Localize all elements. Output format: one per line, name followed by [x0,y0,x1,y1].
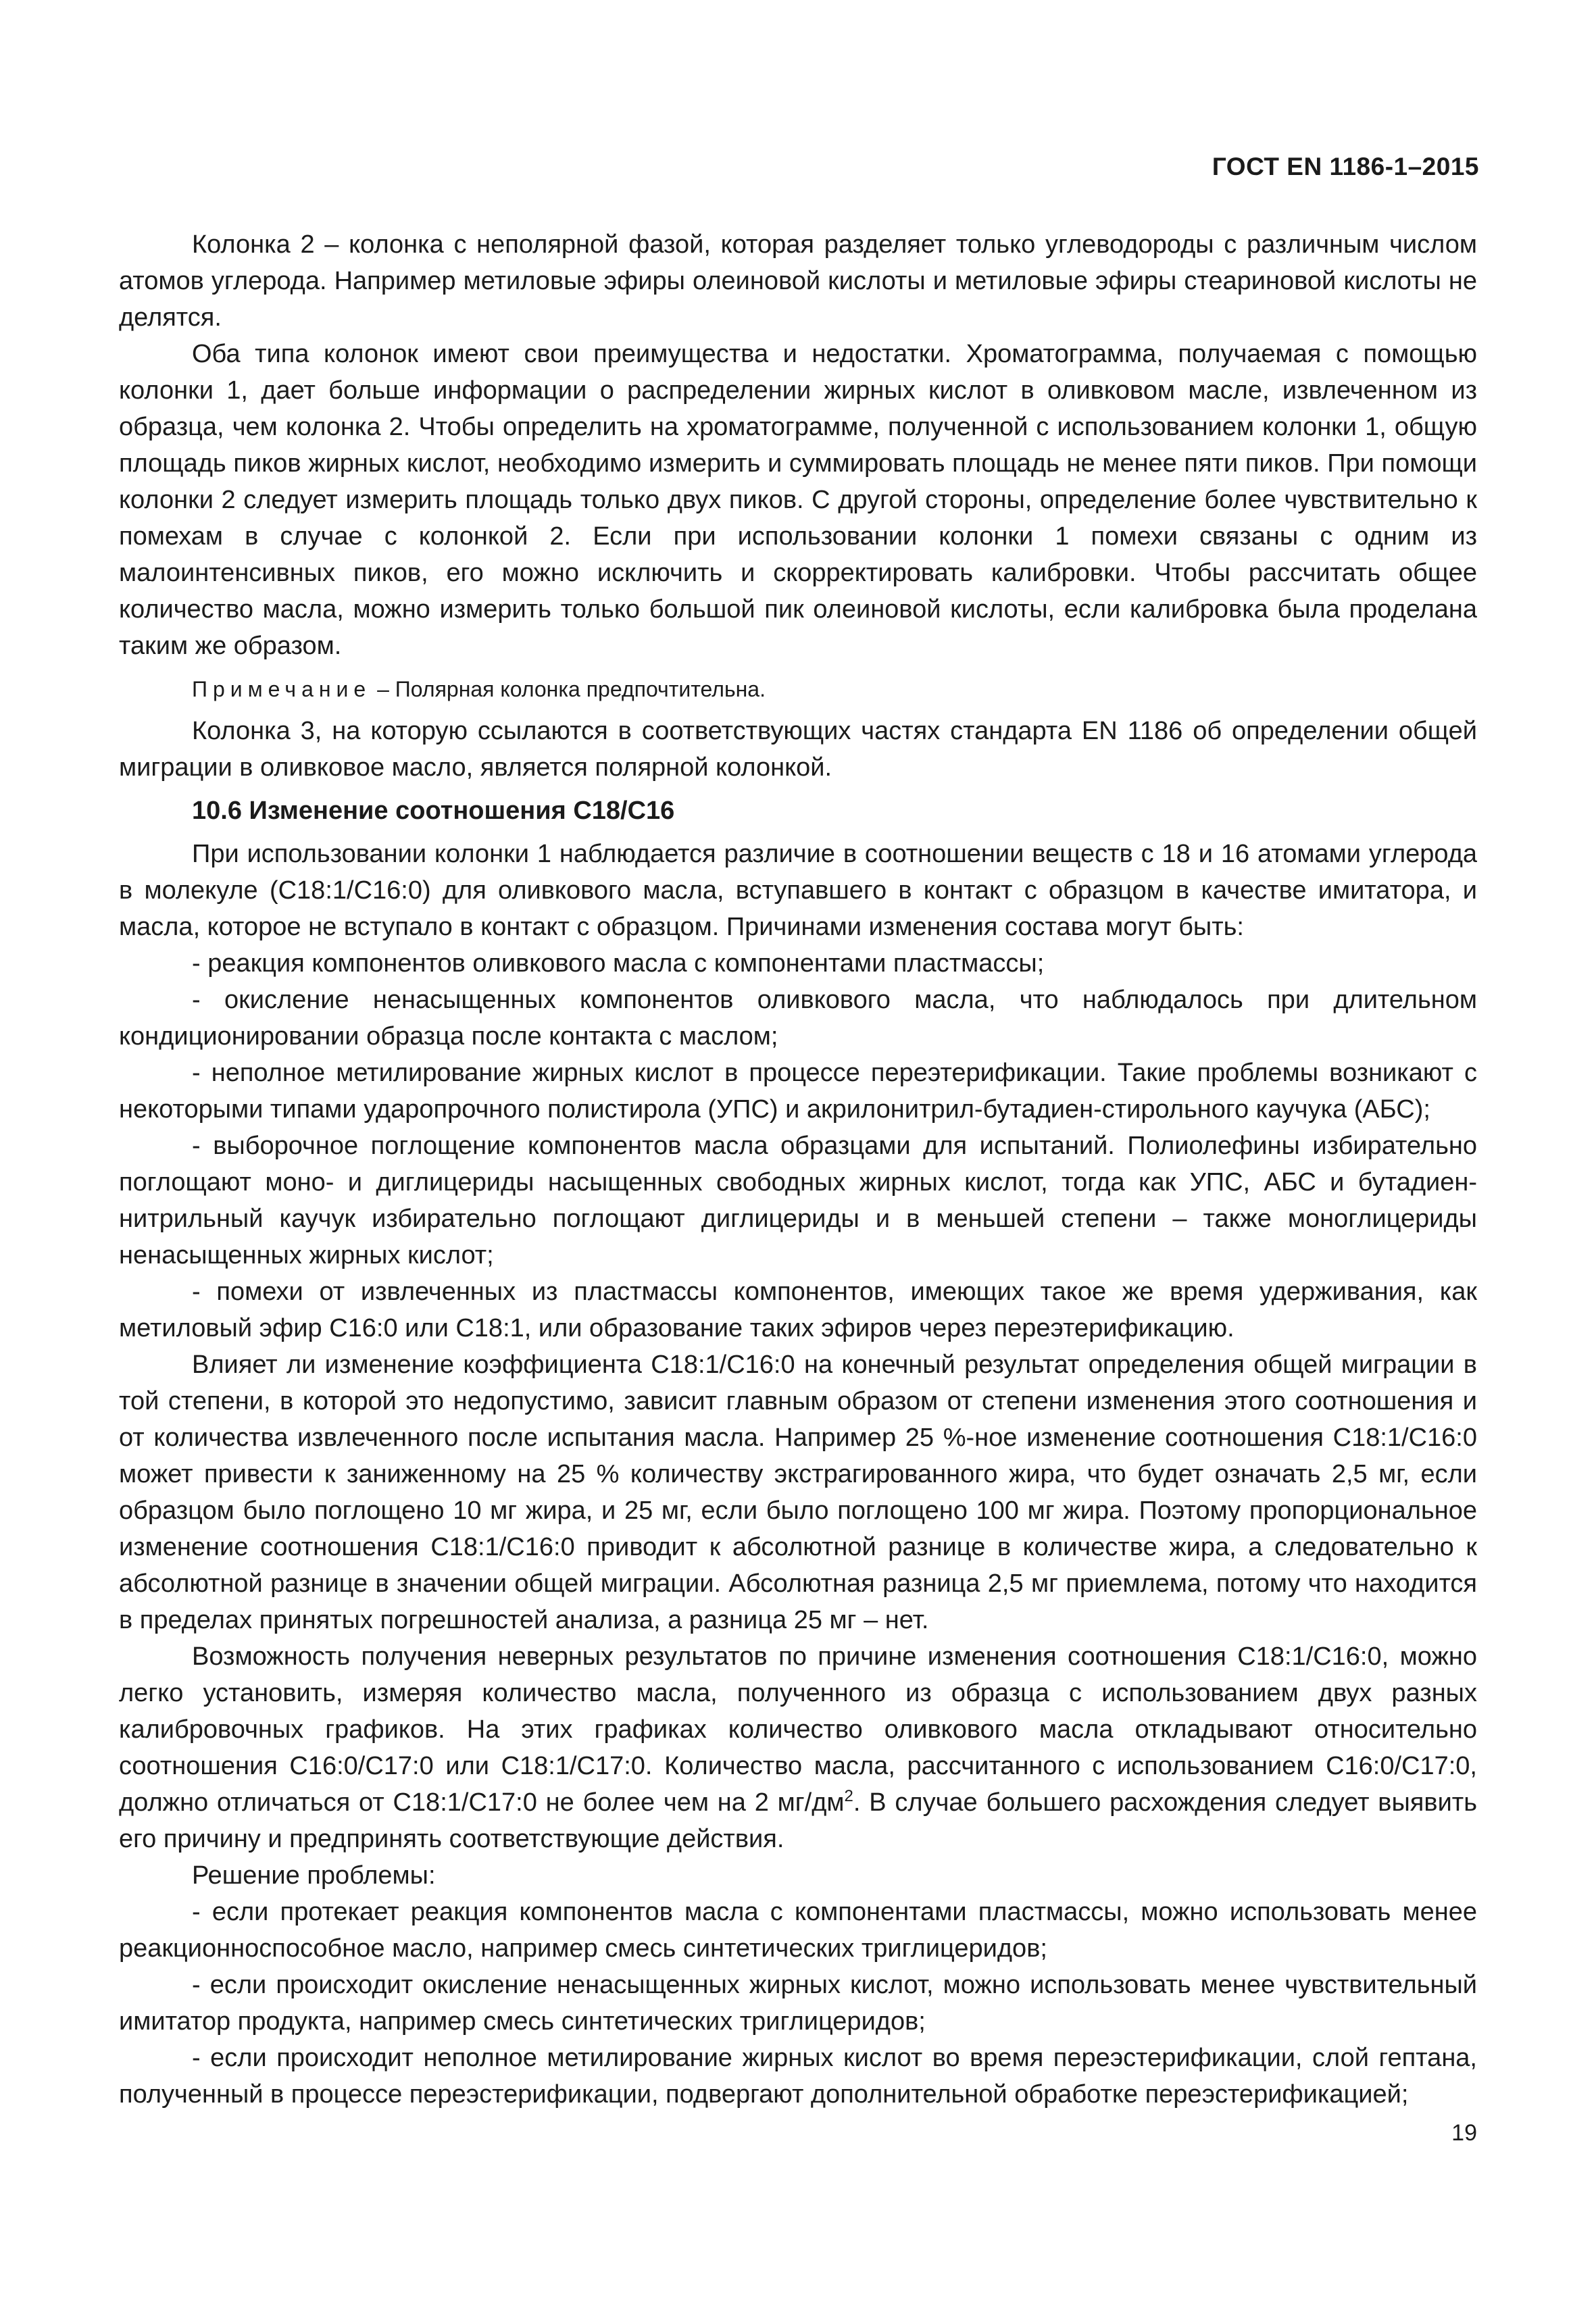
document-body [119,226,1477,2113]
section-intro: При использовании колонки 1 наблюдается различие в соотношении веществ с 18 и 16 атомами углерода в молекуле (С18:1/С16:0) для оливкового масла, вступавшего в контакт с образцом в качестве имитатора, и масла, которое не вступало в контакт с образцом. Причинами изменения состава могут быть: [119,840,1477,941]
note-text: – Полярная колонка предпочтительна. [371,677,766,701]
superscript-exponent: 2 [844,1787,853,1805]
cause-item: - реакция компонентов оливкового масла с компонентами пластмассы; [192,949,1045,978]
solution-item: - если происходит неполное метилирование жирных кислот во время переэстерификации, слой гептана, полученный в процессе переэстерификации, подвергают дополнительной обработке переэстерификацией; [119,2044,1477,2109]
possibility-text-b: . В случае большего расхождения следует выявить его причину и предпринять соответствующие действия. [119,1788,1477,1853]
cause-item: - окисление ненасыщенных компонентов оливкового масла, что наблюдалось при длительном кондиционировании образца после контакта с маслом; [119,986,1477,1051]
note [119,674,1477,705]
standard-header: ГОСТ EN 1186-1–2015 [1212,153,1479,180]
paragraph-possibility [119,1638,1477,1857]
note-label: Примечание [192,677,372,701]
paragraph-influence: Влияет ли изменение коэффициента С18:1/С16:0 на конечный результат определения общей миграции в той степени, в которой это недопустимо, зависит главным образом от степени изменения этого соотношения и от количества извлеченного после испытания масла. Например 25 %-ное изменение соотношения С18:1/С16:0 может привести к заниженному на 25 % количеству экстрагированного жира, что будет означать 2,5 мг, если образцом было поглощено 10 мг жира, и 25 мг, если было поглощено 100 мг жира. Поэтому пропорциональное изменение соотношения С18:1/С16:0 приводит к абсолютной разнице в количестве жира, а следовательно к абсолютной разнице в значении общей миграции. Абсолютная разница 2,5 мг приемлема, потому что находится в пределах принятых погрешностей анализа, а разница 25 мг – нет. [119,1351,1477,1634]
paragraph-column-comparison: Оба типа колонок имеют свои преимущества и недостатки. Хроматограмма, получаемая с помощью колонки 1, дает больше информации о распределении жирных кислот в оливковом масле, извлеченном из образца, чем колонка 2. Чтобы определить на хроматограмме, полученной с использованием колонки 1, общую площадь пиков жирных кислот, необходимо измерить и суммировать площадь не менее пяти пиков. При помощи колонки 2 следует измерить площадь только двух пиков. С другой стороны, определение более чувствительно к помехам в случае с колонкой 2. Если при использовании колонки 1 помехи связаны с одним из малоинтенсивных пиков, его можно исключить и скорректировать калибровки. Чтобы рассчитать общее количество масла, можно измерить только большой пик олеиновой кислоты, если калибровка была проделана таким же образом. [119,340,1477,660]
possibility-text-a: Возможность получения неверных результатов по причине изменения соотношения С18:1/С16:0, можно легко установить, измеряя количество масла, полученного из образца с использованием двух разных калибровочных графиков. На этих графиках количество оливкового масла откладывают относительно соотношения С16:0/С17:0 или С18:1/С17:0. Количество масла, рассчитанного с использованием С16:0/С17:0, должно отличаться от С18:1/С17:0 не более чем на 2 мг/дм [119,1642,1477,1817]
solutions-title: Решение проблемы: [192,1861,436,1890]
cause-item: - выборочное поглощение компонентов масла образцами для испытаний. Полиолефины избирательно поглощают моно- и диглицериды насыщенных свободных жирных кислот, тогда как УПС, АБС и бутадиен-нитрильный каучук избирательно поглощают диглицериды и в меньшей степени – также моноглицериды ненасыщенных жирных кислот; [119,1132,1477,1269]
page-number: 19 [1451,2120,1477,2146]
cause-item: - помехи от извлеченных из пластмассы компонентов, имеющих такое же время удерживания, как метиловый эфир С16:0 или С18:1, или образование таких эфиров через переэтерификацию. [119,1278,1477,1342]
paragraph-column-2: Колонка 2 – колонка с неполярной фазой, которая разделяет только углеводороды с различным числом атомов углерода. Например метиловые эфиры олеиновой кислоты и метиловые эфиры стеариновой кислоты не делятся. [119,230,1477,332]
solution-item: - если протекает реакция компонентов масла с компонентами пластмассы, можно использовать менее реакционноспособное масло, например смесь синтетических триглицеридов; [119,1898,1477,1963]
cause-item: - неполное метилирование жирных кислот в процессе переэтерификации. Такие проблемы возникают с некоторыми типами ударопрочного полистирола (УПС) и акрилонитрил-бутадиен-стирольного каучука (АБС); [119,1059,1477,1124]
solution-item: - если происходит окисление ненасыщенных жирных кислот, можно использовать менее чувствительный имитатор продукта, например смесь синтетических триглицеридов; [119,1971,1477,2036]
paragraph-column-3: Колонка 3, на которую ссылаются в соответствующих частях стандарта EN 1186 об определении общей миграции в оливковое масло, является полярной колонкой. [119,717,1477,782]
section-title: 10.6 Изменение соотношения С18/С16 [192,797,675,825]
